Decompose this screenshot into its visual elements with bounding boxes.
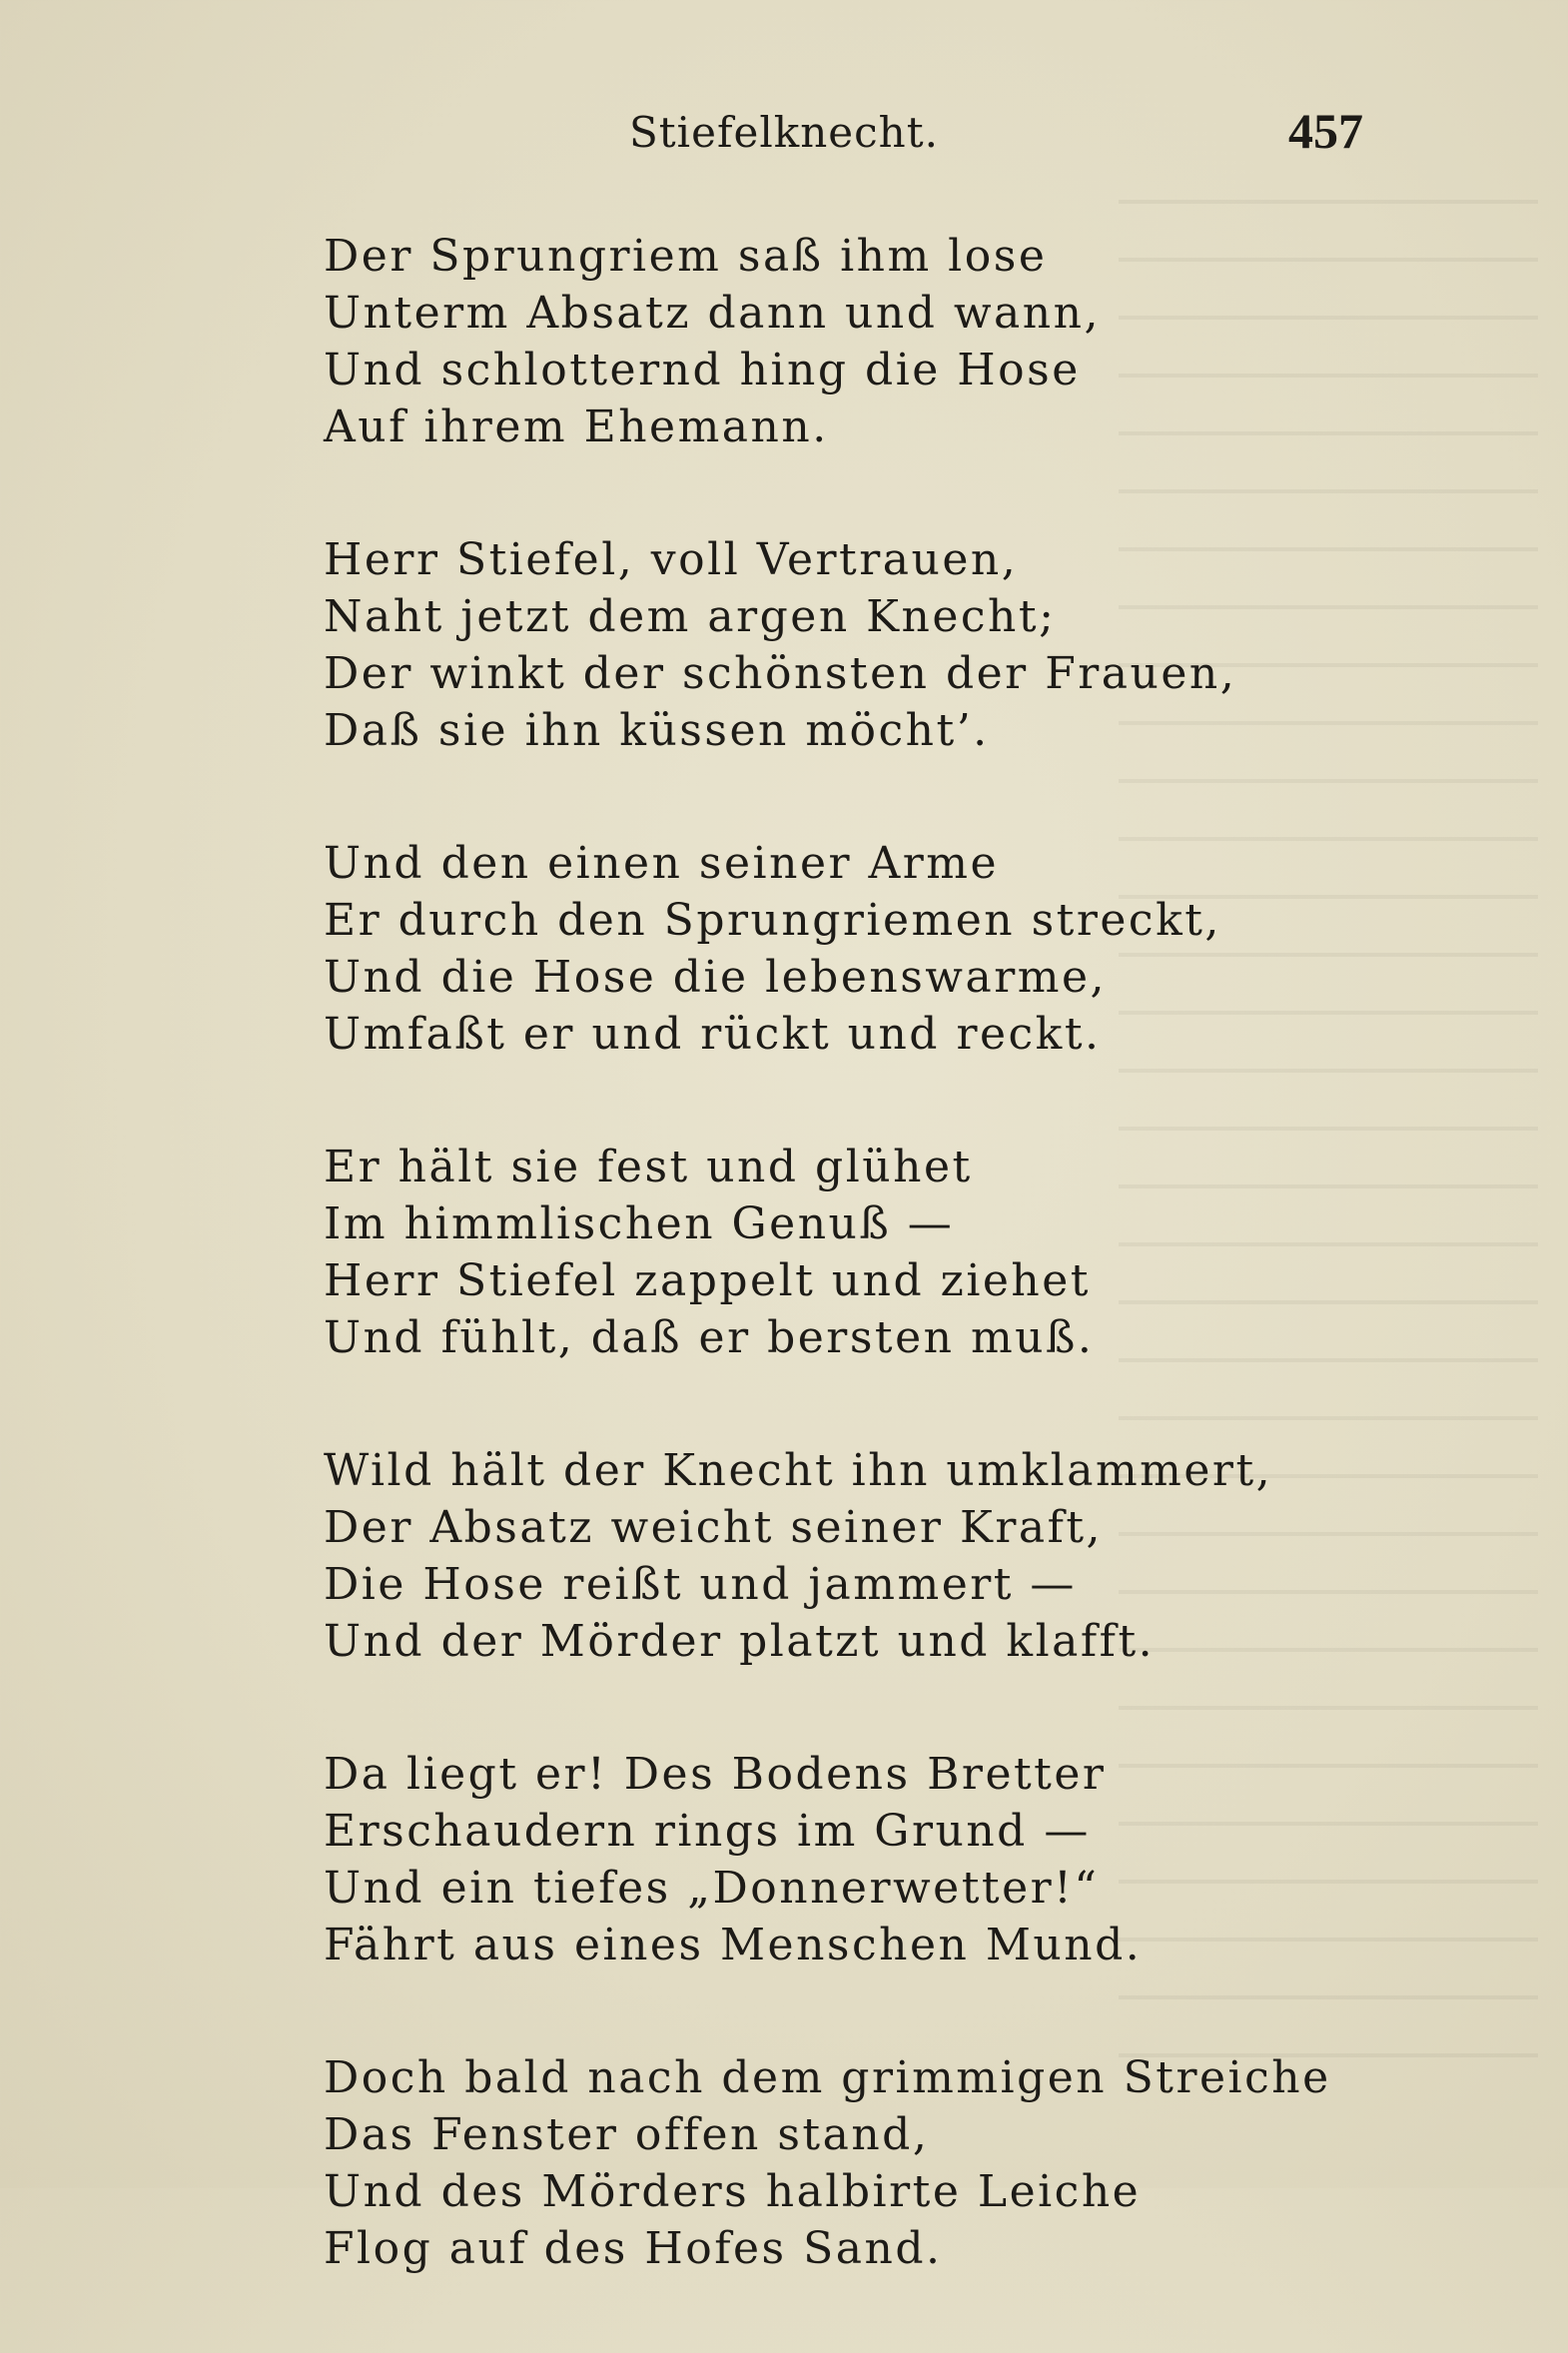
poem-line: Wild hält der Knecht ihn umklammert,	[324, 1445, 1273, 1496]
poem-line: Im himmlischen Genuß —	[324, 1198, 955, 1249]
running-head	[0, 103, 1568, 168]
page-number: 457	[1288, 103, 1363, 159]
stanza-5	[324, 1442, 1322, 1670]
poem-line: Das Fenster offen stand,	[324, 2109, 930, 2160]
poem-line: Und schlotternd hing die Hose	[324, 345, 1081, 395]
poem-line: Herr Stiefel zappelt und ziehet	[324, 1255, 1091, 1306]
poem-line: Und den einen seiner Arme	[324, 838, 1000, 889]
poem	[324, 228, 1331, 2353]
poem-line: Erschaudern rings im Grund —	[324, 1806, 1091, 1857]
poem-line: Und der Mörder platzt und klafft.	[324, 1616, 1156, 1667]
poem-line: Der Absatz weicht seiner Kraft,	[324, 1502, 1104, 1553]
poem-line: Und ein tiefes „Donnerwetter!“	[324, 1863, 1100, 1914]
poem-line: Der Sprungriem saß ihm lose	[324, 231, 1048, 282]
poem-line: Und die Hose die lebenswarme,	[324, 952, 1107, 1003]
running-title: Stiefelknecht.	[629, 108, 939, 157]
stanza-4	[324, 1139, 1322, 1366]
poem-line: Fährt aus eines Menschen Mund.	[324, 1920, 1143, 1970]
poem-line: Die Hose reißt und jammert —	[324, 1559, 1077, 1610]
poem-line: Auf ihrem Ehemann.	[324, 401, 829, 452]
poem-line: Flog auf des Hofes Sand.	[324, 2223, 943, 2274]
poem-line: Naht jetzt dem argen Knecht;	[324, 591, 1057, 642]
stanza-1	[324, 228, 1322, 455]
stanza-3	[324, 835, 1322, 1063]
poem-line: Herr Stiefel, voll Vertrauen,	[324, 534, 1019, 585]
poem-line: Unterm Absatz dann und wann,	[324, 288, 1101, 339]
stanza-7	[324, 2049, 1331, 2277]
poem-line: Er hält sie fest und glühet	[324, 1142, 973, 1192]
poem-line: Er durch den Sprungriemen streckt,	[324, 895, 1221, 946]
stanza-6	[324, 1746, 1322, 1973]
stanza-2	[324, 531, 1322, 759]
poem-line: Und des Mörders halbirte Leiche	[324, 2166, 1142, 2217]
poem-line: Und fühlt, daß er bersten muß.	[324, 1312, 1095, 1363]
poem-line: Umfaßt er und rückt und reckt.	[324, 1009, 1102, 1060]
poem-line: Der winkt der schönsten der Frauen,	[324, 648, 1237, 699]
poem-line: Daß sie ihn küssen möcht’.	[324, 705, 990, 756]
poem-line: Doch bald nach dem grimmigen Streiche	[324, 2052, 1331, 2103]
poem-line: Da liegt er! Des Bodens Bretter	[324, 1749, 1107, 1800]
